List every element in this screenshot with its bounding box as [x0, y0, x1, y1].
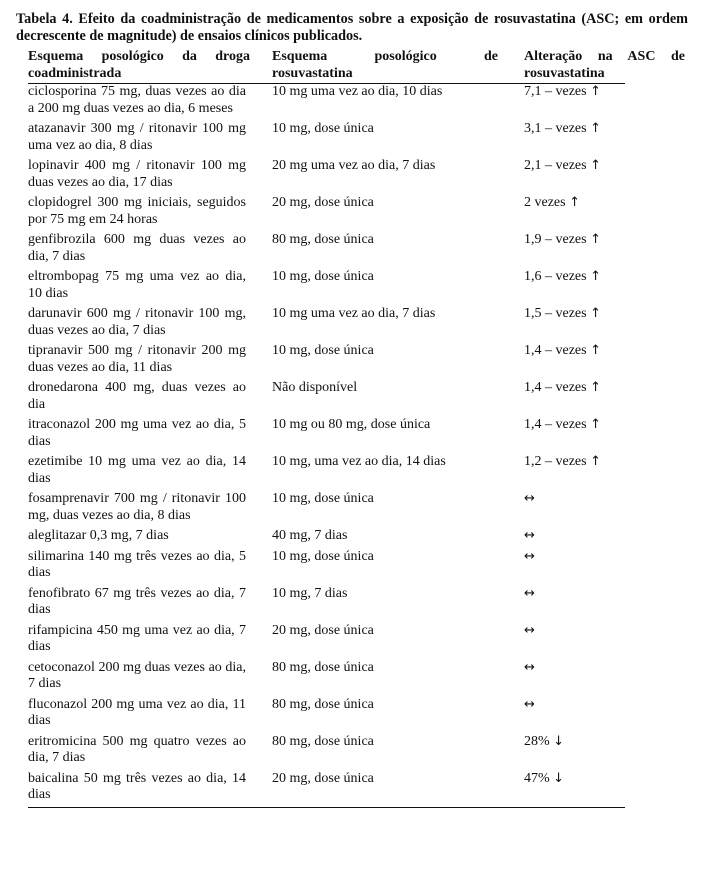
arrow-left-right-icon: ↔: [524, 696, 535, 712]
cell-auc-change: [508, 697, 625, 734]
cell-auc-change: [508, 528, 625, 549]
cell-coadministered-drug: eritromicina 500 mg quatro vezes ao dia, 7 dias: [28, 733, 246, 765]
auc-change-value: 2 vezes: [524, 195, 566, 210]
cell-coadministered-drug: ciclosporina 75 mg, duas vezes ao dia a 200 mg duas vezes ao dia, 6 meses: [28, 84, 246, 116]
header-row: [28, 49, 625, 84]
arrow-up-icon: ↑: [590, 343, 601, 358]
cell-coadministered-drug: fluconazol 200 mg uma vez ao dia, 11 dias: [28, 696, 246, 728]
cell-rosuvastatin-regimen: 10 mg uma vez ao dia, 7 dias: [272, 306, 436, 321]
cell-coadministered-drug: darunavir 600 mg / ritonavir 100 mg, duas vezes ao dia, 7 dias: [28, 306, 246, 338]
arrow-up-icon: ↑: [590, 306, 601, 321]
cell-rosuvastatin-regimen: Não disponível: [272, 380, 358, 395]
table-row: [28, 343, 625, 380]
cell-auc-change: [508, 343, 625, 380]
cell-coadministered-drug: clopidogrel 300 mg iniciais, seguidos por 75 mg em 24 horas: [28, 195, 246, 227]
arrow-up-icon: ↑: [590, 232, 601, 247]
table-row: [28, 232, 625, 269]
arrow-up-icon: ↑: [569, 195, 580, 210]
arrow-left-right-icon: ↔: [524, 585, 535, 601]
auc-change-value: 7,1 – vezes: [524, 84, 587, 99]
arrow-up-icon: ↑: [590, 380, 601, 395]
cell-auc-change: [508, 771, 625, 808]
cell-rosuvastatin-regimen: 10 mg, dose única: [272, 343, 374, 358]
arrow-up-icon: ↑: [590, 417, 601, 432]
cell-rosuvastatin-regimen: 20 mg, dose única: [260, 771, 508, 808]
cell-auc-change: [508, 269, 625, 306]
auc-change-value: 2,1 – vezes: [524, 158, 587, 173]
cell-auc-change: [508, 380, 625, 417]
cell-auc-change: [508, 734, 625, 771]
cell-auc-change: [508, 84, 625, 122]
table-caption: [16, 11, 688, 45]
cell-coadministered-drug: ezetimibe 10 mg uma vez ao dia, 14 dias: [28, 454, 246, 486]
cell-rosuvastatin-regimen: 80 mg, dose única: [272, 232, 374, 247]
cell-coadministered-drug: eltrombopag 75 mg uma vez ao dia, 10 dias: [28, 269, 246, 301]
arrow-down-icon: ↓: [553, 733, 565, 749]
cell-coadministered-drug: tipranavir 500 mg / ritonavir 200 mg duas vezes ao dia, 11 dias: [28, 343, 246, 375]
cell-rosuvastatin-regimen: 80 mg, dose única: [272, 696, 374, 712]
cell-rosuvastatin-regimen: 10 mg, 7 dias: [272, 585, 348, 601]
cell-coadministered-drug: genfibrozila 600 mg duas vezes ao dia, 7 dias: [28, 232, 246, 264]
cell-coadministered-drug: fenofibrato 67 mg três vezes ao dia, 7 dias: [28, 585, 246, 617]
table-row: [28, 84, 625, 122]
arrow-left-right-icon: ↔: [524, 622, 535, 638]
arrow-down-icon: ↓: [553, 770, 565, 786]
cell-rosuvastatin-regimen: 20 mg, dose única: [272, 622, 374, 638]
auc-change-value: 3,1 – vezes: [524, 121, 587, 136]
cell-rosuvastatin-regimen: 40 mg, 7 dias: [272, 528, 348, 543]
arrow-up-icon: ↑: [590, 269, 601, 284]
header-auc-change: Alteração na ASC de rosuvastatina: [508, 49, 625, 84]
cell-coadministered-drug: atazanavir 300 mg / ritonavir 100 mg uma vez ao dia, 8 dias: [28, 121, 246, 153]
cell-auc-change: [508, 195, 625, 232]
table-row: [28, 549, 625, 586]
arrow-left-right-icon: ↔: [524, 548, 535, 564]
auc-change-value: 1,6 – vezes: [524, 269, 587, 284]
cell-coadministered-drug: rifampicina 450 mg uma vez ao dia, 7 dias: [28, 622, 246, 654]
cell-auc-change: [508, 549, 625, 586]
caption-label: Tabela 4.: [16, 11, 73, 27]
table-row: [28, 623, 625, 660]
cell-rosuvastatin-regimen: 10 mg uma vez ao dia, 10 dias: [272, 84, 443, 99]
cell-auc-change: [508, 232, 625, 269]
table-body: [28, 84, 625, 808]
header-coadministered-drug: Esquema posológico da droga coadministrada: [28, 49, 260, 84]
auc-change-value: 47%: [524, 770, 550, 786]
cell-rosuvastatin-regimen: 10 mg, dose única: [272, 548, 374, 564]
auc-change-value: 1,4 – vezes: [524, 380, 587, 395]
cell-coadministered-drug: dronedarona 400 mg, duas vezes ao dia: [28, 380, 246, 412]
cell-coadministered-drug: fosamprenavir 700 mg / ritonavir 100 mg, duas vezes ao dia, 8 dias: [28, 491, 246, 523]
cell-auc-change: [508, 158, 625, 195]
table-row: [28, 734, 625, 771]
table-row: [28, 771, 625, 808]
table-row: [28, 306, 625, 343]
cell-rosuvastatin-regimen: 20 mg uma vez ao dia, 7 dias: [272, 158, 436, 173]
auc-change-value: 1,4 – vezes: [524, 417, 587, 432]
arrow-left-right-icon: ↔: [524, 528, 535, 543]
table-row: [28, 697, 625, 734]
header-rosuvastatin-regimen: Esquema posológico de rosuvastatina: [260, 49, 508, 84]
auc-change-value: 1,2 – vezes: [524, 454, 587, 469]
cell-coadministered-drug: baicalina 50 mg três vezes ao dia, 14 dias: [28, 771, 260, 808]
table-row: [28, 195, 625, 232]
arrow-up-icon: ↑: [590, 454, 601, 469]
table-row: [28, 454, 625, 491]
arrow-left-right-icon: ↔: [524, 659, 535, 675]
cell-rosuvastatin-regimen: 10 mg, dose única: [272, 269, 374, 284]
table-row: [28, 121, 625, 158]
cell-auc-change: [508, 586, 625, 623]
caption-text: Efeito da coadministração de medicamentos sobre a exposição de rosuvastatina (ASC; em ordem decrescente de magnitude) de ensaios clínicos publicados.: [16, 11, 688, 44]
cell-rosuvastatin-regimen: 80 mg, dose única: [272, 659, 374, 675]
cell-auc-change: [508, 491, 625, 528]
cell-auc-change: [508, 623, 625, 660]
cell-coadministered-drug: lopinavir 400 mg / ritonavir 100 mg duas vezes ao dia, 17 dias: [28, 158, 246, 190]
cell-rosuvastatin-regimen: 10 mg, uma vez ao dia, 14 dias: [272, 454, 446, 469]
auc-change-value: 1,5 – vezes: [524, 306, 587, 321]
arrow-up-icon: ↑: [590, 84, 601, 99]
cell-coadministered-drug: itraconazol 200 mg uma vez ao dia, 5 dias: [28, 417, 246, 449]
auc-change-value: 1,4 – vezes: [524, 343, 587, 358]
cell-rosuvastatin-regimen: 10 mg, dose única: [272, 491, 374, 506]
arrow-up-icon: ↑: [590, 158, 601, 173]
interaction-table: [28, 49, 685, 808]
cell-coadministered-drug: aleglitazar 0,3 mg, 7 dias: [28, 528, 169, 543]
table-row: [28, 491, 625, 528]
table-row: [28, 158, 625, 195]
cell-auc-change: [508, 454, 625, 491]
table-row: [28, 269, 625, 306]
auc-change-value: 28%: [524, 733, 550, 749]
cell-auc-change: [508, 306, 625, 343]
table-row: [28, 660, 625, 697]
cell-rosuvastatin-regimen: 10 mg, dose única: [272, 121, 374, 136]
cell-coadministered-drug: cetoconazol 200 mg duas vezes ao dia, 7 dias: [28, 659, 246, 691]
table-row: [28, 380, 625, 417]
cell-rosuvastatin-regimen: 20 mg, dose única: [272, 195, 374, 210]
cell-coadministered-drug: silimarina 140 mg três vezes ao dia, 5 dias: [28, 548, 246, 580]
cell-auc-change: [508, 660, 625, 697]
cell-auc-change: [508, 121, 625, 158]
auc-change-value: 1,9 – vezes: [524, 232, 587, 247]
arrow-up-icon: ↑: [590, 121, 601, 136]
arrow-left-right-icon: ↔: [524, 491, 535, 506]
table-row: [28, 528, 625, 549]
cell-rosuvastatin-regimen: 10 mg ou 80 mg, dose única: [272, 417, 431, 432]
cell-auc-change: [508, 417, 625, 454]
cell-rosuvastatin-regimen: 80 mg, dose única: [272, 733, 374, 749]
table-row: [28, 586, 625, 623]
table-row: [28, 417, 625, 454]
